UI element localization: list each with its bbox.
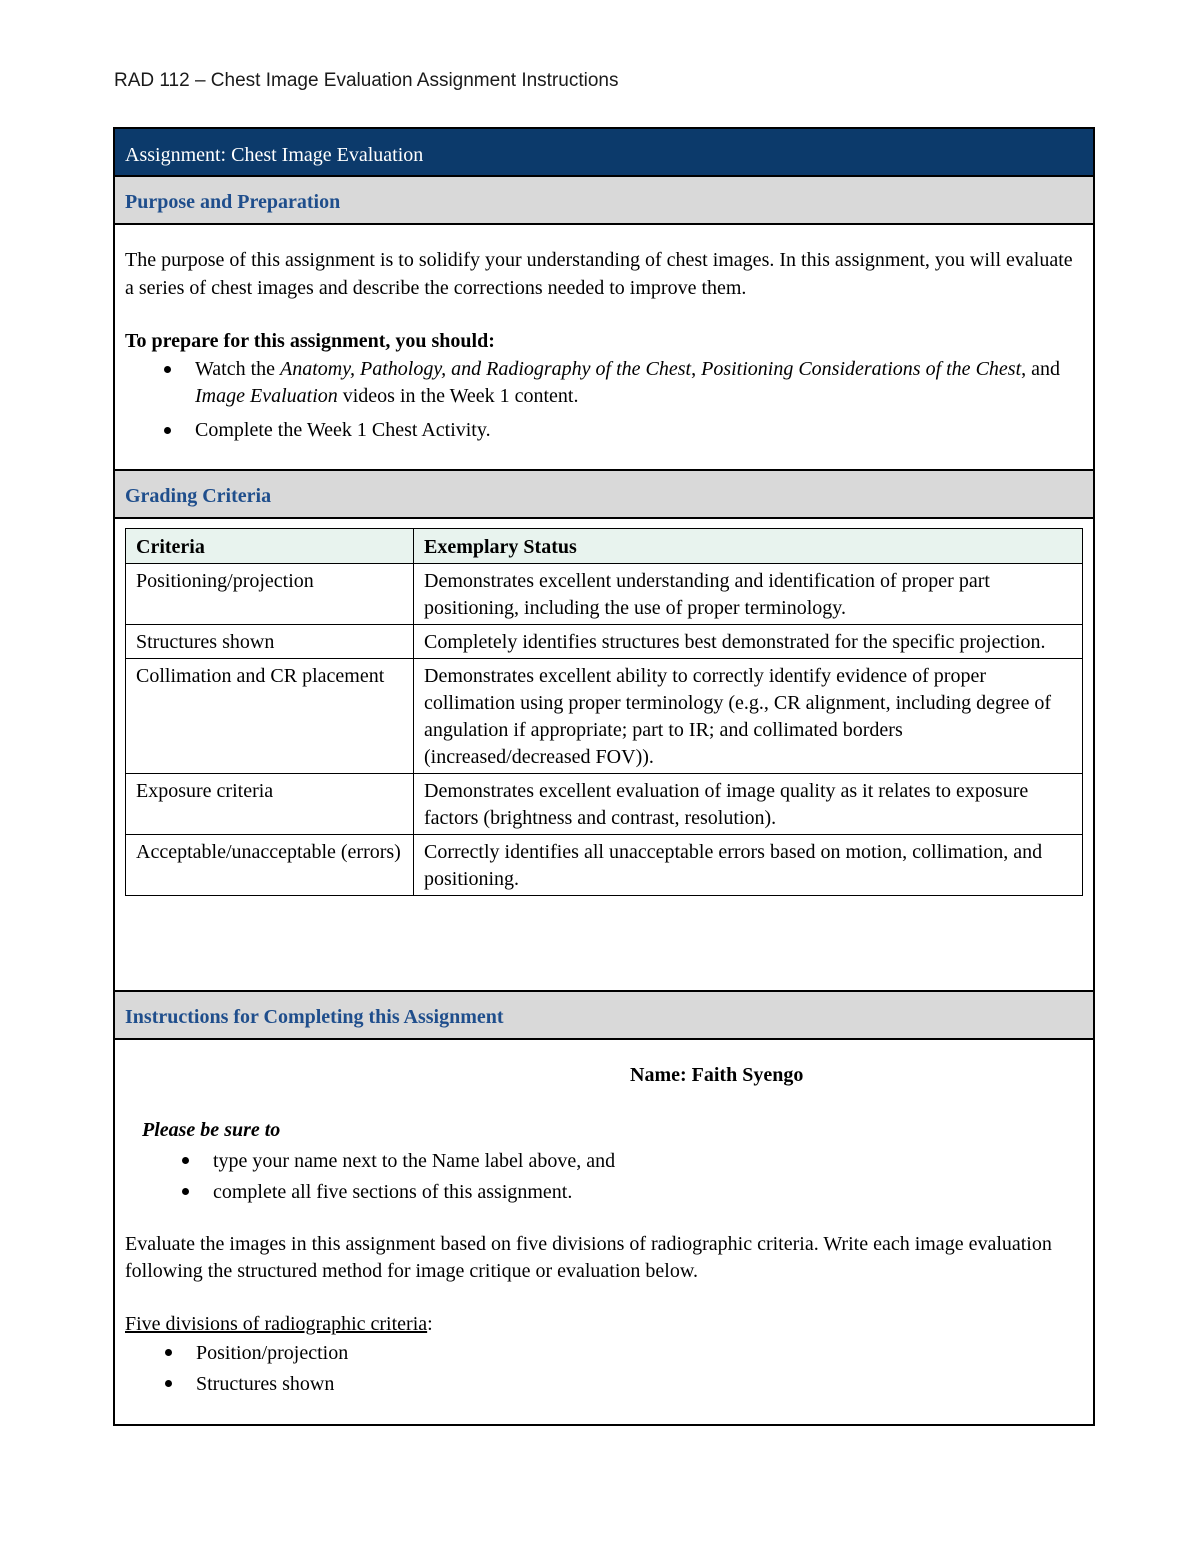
table-row	[126, 835, 1083, 896]
purpose-heading: Purpose and Preparation	[115, 177, 1093, 225]
list-item: type your name next to the Name label above, and	[213, 1146, 1083, 1177]
exemplary-cell: Completely identifies structures best demonstrated for the specific projection.	[414, 625, 1083, 659]
list-item: Position/projection	[196, 1338, 1083, 1369]
table-row	[126, 774, 1083, 835]
be-sure-label: Please be sure to	[142, 1119, 281, 1141]
student-name-line: Name: Faith Syengo	[630, 1064, 804, 1086]
list-item: Structures shown	[196, 1369, 1083, 1400]
criteria-cell: Positioning/projection	[126, 564, 414, 625]
video-title-image-evaluation: Image Evaluation	[195, 385, 338, 407]
exemplary-cell: Correctly identifies all unacceptable errors based on motion, collimation, and positioning.	[414, 835, 1083, 896]
prepare-item-activity: Complete the Week 1 Chest Activity.	[195, 417, 1083, 444]
grading-section	[115, 519, 1093, 992]
list-item: complete all five sections of this assignment.	[213, 1177, 1083, 1208]
five-divisions-label-line	[125, 1310, 1083, 1338]
criteria-cell: Acceptable/unacceptable (errors)	[126, 835, 414, 896]
column-header: Exemplary Status	[414, 529, 1083, 564]
grading-heading: Grading Criteria	[115, 471, 1093, 519]
five-divisions-label: Five divisions of radiographic criteria	[125, 1313, 428, 1335]
label-colon: :	[427, 1313, 433, 1335]
instructions-section	[115, 1040, 1093, 1424]
grading-criteria-table	[125, 528, 1083, 896]
text-span: , and	[1021, 358, 1061, 380]
column-header: Criteria	[126, 529, 414, 564]
criteria-list	[125, 1338, 1083, 1400]
exemplary-cell: Demonstrates excellent ability to correctly identify evidence of proper collimation using proper terminology (e.g., CR alignment, including degree of angulation if appropriate; part to IR; and collimated borders (increased/decreased FOV)).	[414, 659, 1083, 774]
video-title-anatomy: Anatomy, Pathology, and Radiography of the Chest	[280, 358, 692, 380]
assignment-table	[113, 127, 1095, 1426]
prepare-label: To prepare for this assignment, you should:	[125, 330, 495, 352]
criteria-cell: Collimation and CR placement	[126, 659, 414, 774]
criteria-cell: Exposure criteria	[126, 774, 414, 835]
exemplary-cell: Demonstrates excellent understanding and identification of proper part positioning, including the use of proper terminology.	[414, 564, 1083, 625]
criteria-cell: Structures shown	[126, 625, 414, 659]
be-sure-list	[125, 1146, 1083, 1208]
text-span: Watch the	[195, 358, 281, 380]
prepare-item-videos	[195, 356, 1083, 410]
text-span: videos in the Week 1 content.	[337, 385, 579, 407]
purpose-paragraph: The purpose of this assignment is to solidify your understanding of chest images. In this assignment, you will evaluate a series of chest images and describe the corrections needed to improve them.	[125, 249, 1073, 299]
text-span: ,	[691, 358, 702, 380]
exemplary-cell: Demonstrates excellent evaluation of image quality as it relates to exposure factors (brightness and contrast, resolution).	[414, 774, 1083, 835]
prepare-list	[125, 356, 1083, 444]
table-row	[126, 625, 1083, 659]
assignment-title: Assignment: Chest Image Evaluation	[115, 129, 1093, 177]
purpose-section	[115, 225, 1093, 471]
video-title-positioning: Positioning Considerations of the Chest	[701, 358, 1022, 380]
table-row	[126, 564, 1083, 625]
evaluate-paragraph: Evaluate the images in this assignment based on five divisions of radiographic criteria. Write each image evaluation following the structured method for image critique or evaluation below.	[125, 1233, 1052, 1282]
instructions-heading: Instructions for Completing this Assignment	[115, 992, 1093, 1040]
table-header-row	[126, 529, 1083, 564]
table-row	[126, 659, 1083, 774]
document-header: RAD 112 – Chest Image Evaluation Assignment Instructions	[114, 70, 619, 91]
